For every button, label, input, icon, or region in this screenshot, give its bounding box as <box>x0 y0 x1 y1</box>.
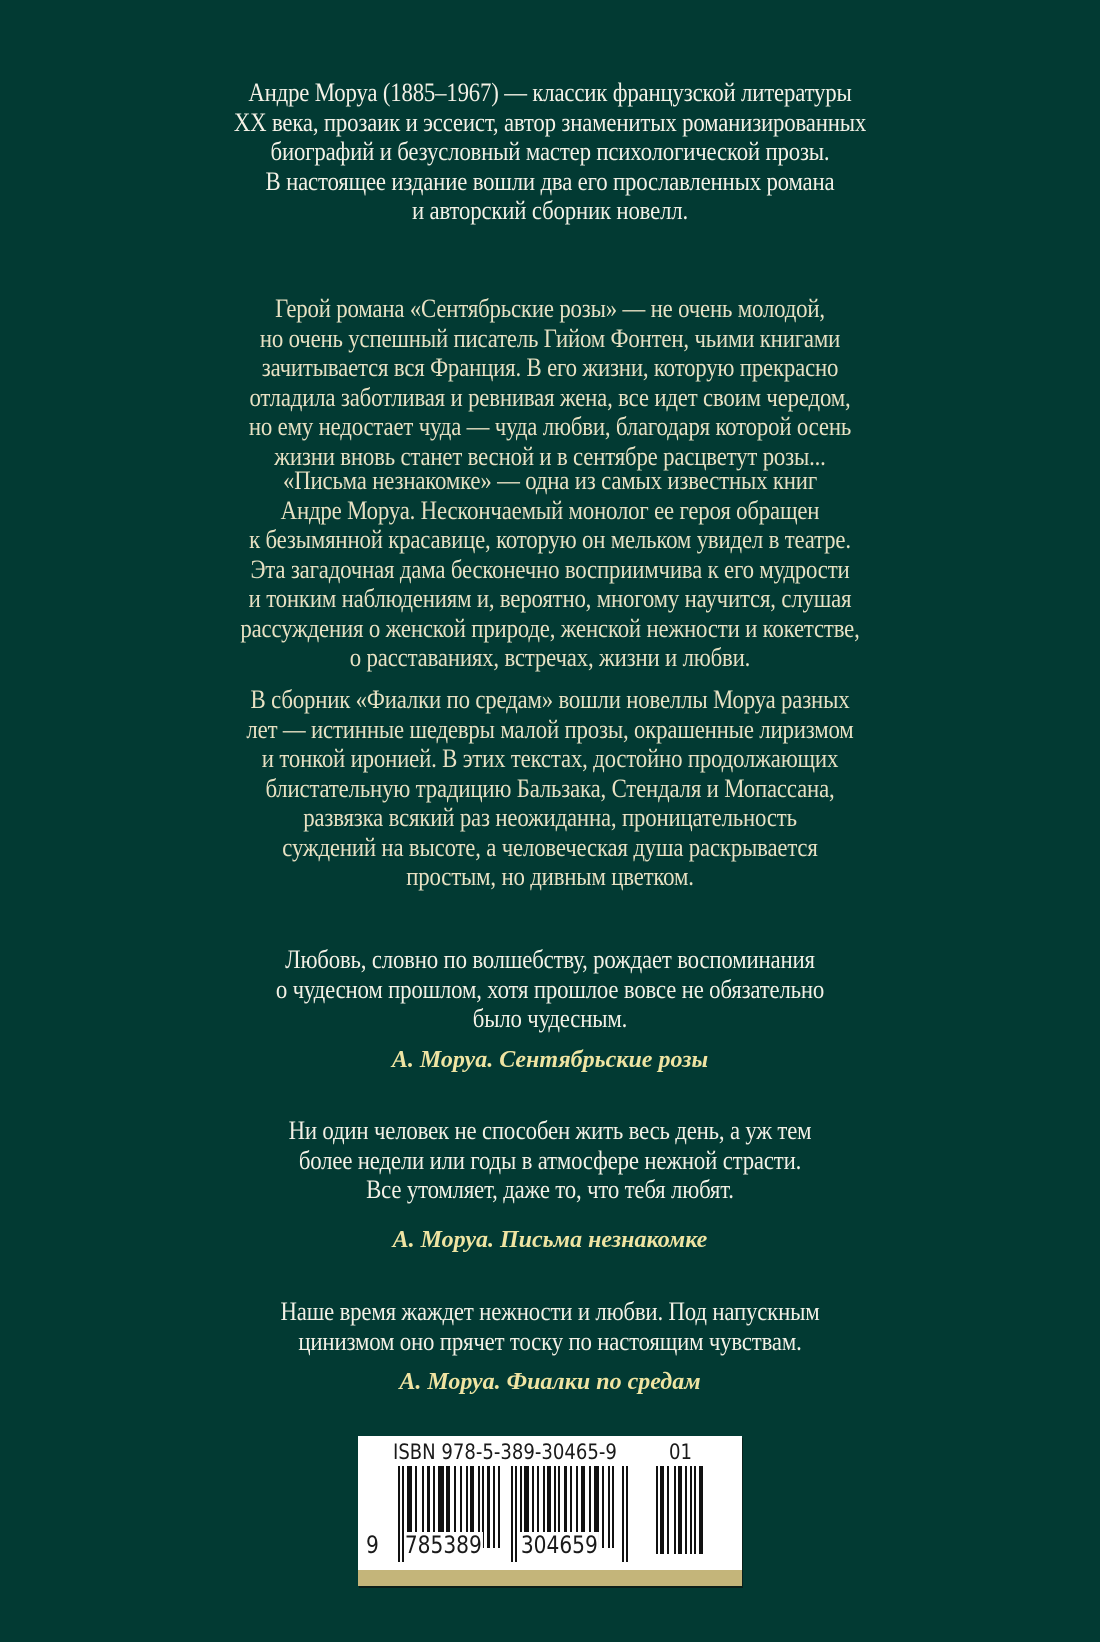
quote-attribution <box>0 1225 1100 1255</box>
description-letters-to-stranger <box>0 466 1100 673</box>
quote-line: было чудесным. <box>472 1003 628 1033</box>
description-line: суждений на высоте, а человеческая душа раскрывается <box>282 831 818 862</box>
barcode-gold-strip <box>358 1570 742 1586</box>
description-line: Эта загадочная дама бесконечно восприимчива к его мудрости <box>250 553 850 584</box>
attribution-text: А. Моруа. Письма незнакомке <box>392 1227 708 1253</box>
quote-letters-to-stranger <box>0 1116 1100 1205</box>
quote-attribution <box>0 1367 1100 1397</box>
description-line: Андре Моруа. Нескончаемый монолог ее героя обращен <box>280 494 820 525</box>
quote-line: Любовь, словно по волшебству, рождает воспоминания <box>285 944 815 974</box>
description-line: и тонким наблюдениям и, вероятно, многому научится, слушая <box>248 583 852 613</box>
quote-attribution <box>0 1045 1100 1075</box>
quote-line: Все утомляет, даже то, что тебя любят. <box>366 1174 734 1204</box>
barcode-digits-right: 304659 <box>520 1531 598 1559</box>
quote-september-roses <box>0 945 1100 1034</box>
intro-paragraph <box>0 78 1100 226</box>
description-line: зачитывается вся Франция. В его жизни, которую прекрасно <box>261 352 839 382</box>
description-line: лет — истинные шедевры малой прозы, окрашенные лиризмом <box>246 713 854 744</box>
intro-line: Андре Моруа (1885–1967) — классик французской литературы <box>248 77 852 107</box>
barcode-digit-first: 9 <box>366 1531 379 1559</box>
quote-line: Ни один человек не способен жить весь день, а уж тем <box>288 1115 812 1145</box>
description-line: рассуждения о женской природе, женской нежности и кокетстве, <box>240 612 860 643</box>
quote-line: цинизмом оно прячет тоску по настоящим чувствам. <box>298 1325 802 1356</box>
description-line: простым, но дивным цветком. <box>406 861 694 891</box>
barcode-digits-left: 785389 <box>404 1531 482 1559</box>
quote-line: более недели или годы в атмосфере нежной страсти. <box>298 1144 802 1175</box>
description-line: к безымянной красавице, которую он мельком увидел в театре. <box>249 524 851 554</box>
description-line: но очень успешный писатель Гийом Фонтен, чьими книгами <box>259 322 841 353</box>
intro-line: биографий и безусловный мастер психологической прозы. <box>270 136 830 166</box>
description-line: «Письма незнакомке» — одна из самых известных книг <box>282 465 818 495</box>
isbn-label: ISBN 978-5-389-30465-9 <box>393 1440 617 1464</box>
description-line: отладила заботливая и ревнивая жена, все идет своим чередом, <box>249 381 851 412</box>
intro-line: XX века, прозаик и эссеист, автор знаменитых романизированных <box>233 106 867 137</box>
description-line: Герой романа «Сентябрьские розы» — не очень молодой, <box>275 293 825 323</box>
addon-label: 01 <box>669 1440 692 1464</box>
addon-bars-icon <box>656 1466 708 1554</box>
description-line: жизни вновь станет весной и в сентябре расцветут розы... <box>274 440 826 471</box>
quote-line: Наше время жаждет нежности и любви. Под напускным <box>280 1296 820 1326</box>
intro-line: В настоящее издание вошли два его прославленных романа <box>265 165 835 196</box>
description-violets-on-wednesdays <box>0 685 1100 892</box>
description-september-roses <box>0 294 1100 471</box>
attribution-text: А. Моруа. Сентябрьские розы <box>391 1047 709 1073</box>
isbn-barcode <box>358 1436 742 1586</box>
description-line: и тонкой иронией. В этих текстах, достойно продолжающих <box>261 743 839 773</box>
quote-line: о чудесном прошлом, хотя прошлое вовсе не обязательно <box>275 973 825 1004</box>
intro-line: и авторский сборник новелл. <box>411 195 689 225</box>
attribution-text: А. Моруа. Фиалки по средам <box>399 1369 701 1395</box>
description-line: В сборник «Фиалки по средам» вошли новеллы Моруа разных <box>250 684 850 714</box>
description-line: о расставаниях, встречах, жизни и любви. <box>349 642 751 672</box>
quote-violets-on-wednesdays <box>0 1297 1100 1356</box>
description-line: блистательную традицию Бальзака, Стендаля и Мопассана, <box>265 772 835 803</box>
description-line: но ему недостает чуда — чуда любви, благодаря которой осень <box>248 411 852 441</box>
description-line: развязка всякий раз неожиданна, проницательность <box>303 802 797 832</box>
